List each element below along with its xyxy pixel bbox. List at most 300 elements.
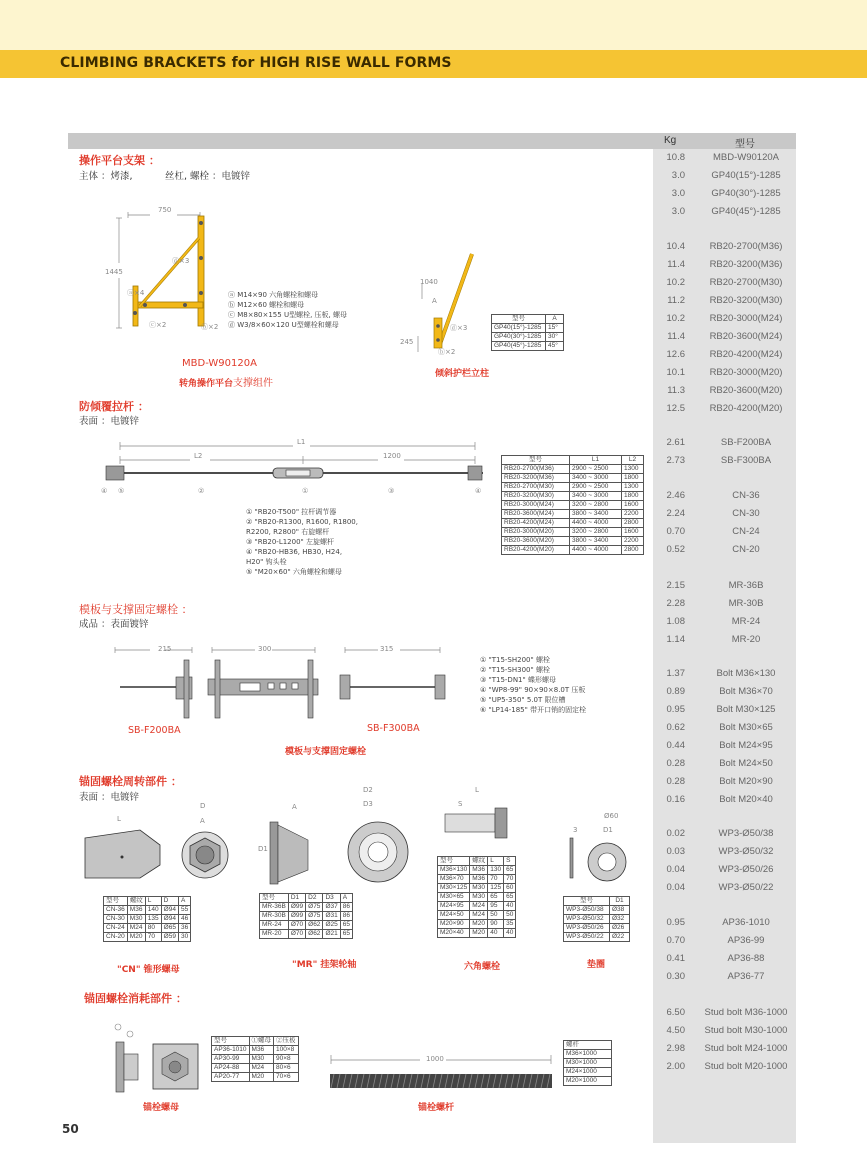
table-cell: 30 [178,933,190,942]
table-cell: 3200 ~ 2800 [570,501,622,510]
stud-bolt-table [563,1040,612,1086]
rod-marker: ④ [101,487,108,495]
spec-model-value: Bolt M24×95 [719,740,773,751]
table-cell: M30 [249,1055,274,1064]
table-cell: GP40(15°)-1285 [492,324,546,333]
part-note: ⑥ "LP14-185" 带开口销的固定栓 [480,706,587,714]
table-cell: 70 [488,875,504,884]
table-cell: 45° [546,342,564,351]
spec-kg-value: 1.37 [666,668,685,679]
table-cell: 4400 ~ 4000 [570,519,622,528]
table-cell: M20×40 [438,929,470,938]
table-header: 螺纹 [127,897,145,906]
form-bolt-drawing [110,645,450,720]
spec-kg-value: 0.28 [666,758,685,769]
form-bolt-finish: 成品 ：表面镀锌 [79,619,149,630]
spec-kg-value: 3.0 [671,188,685,199]
table-cell: Ø22 [610,933,630,942]
table-cell: 3800 ~ 3400 [570,510,622,519]
table-cell: M20 [470,929,488,938]
table-cell: 50 [504,911,516,920]
table-cell: WP3-Ø50/26 [564,924,610,933]
spec-model-value: WP3-Ø50/38 [718,828,774,839]
rod-length-1200: 1200 [383,452,401,460]
table-cell: M36 [249,1046,274,1055]
spec-kg-value: 0.70 [666,526,685,537]
spec-model-value: Stud bolt M36-1000 [704,1007,788,1018]
table-cell: 3400 ~ 3000 [570,492,622,501]
table-cell: CN-24 [104,924,128,933]
washer-table [563,896,630,942]
part-note: ⓑ M12×60 螺栓和螺母 [228,301,305,309]
table-cell: 70 [504,875,516,884]
table-cell: RB20-2700(M36) [502,465,570,474]
spec-kg-value: 2.73 [666,455,685,466]
table-header: D1 [610,897,630,906]
spec-model-value: RB20-2700(M36) [709,241,783,252]
table-cell: 35 [504,920,516,929]
spec-model-value: MBD-W90120A [713,152,779,163]
part-note: ① "T15-SH200" 螺栓 [480,656,550,664]
bracket-caption-thin: 支撑组件 [233,378,274,389]
mr-label-d1: D1 [258,845,268,853]
part-note: ⓒ M8×80×155 U型螺栓, 压板, 螺母 [228,311,347,319]
section-header-bar [68,133,653,149]
rod-marker: ④ [475,487,482,495]
part-note: ⓐ M14×90 六角螺栓和螺母 [228,291,319,299]
table-cell: 3200 ~ 2800 [570,528,622,537]
table-header: 型号 [438,857,470,866]
table-cell: Ø75 [306,903,323,912]
stud-length-dimension: 1000 [426,1055,444,1063]
post-angle-label: A [432,297,437,305]
spec-model-value: RB20-3000(M24) [709,313,783,324]
table-cell: 1300 [622,483,644,492]
spec-kg-value: 11.4 [667,259,685,270]
table-cell: Ø38 [610,906,630,915]
washer-caption: 垫圈 [587,960,606,970]
table-cell: 100×8 [274,1046,299,1055]
spec-model-value: RB20-3200(M30) [709,295,783,306]
spec-model-value: SB-F300BA [720,455,772,466]
table-cell: Ø75 [306,912,323,921]
table-cell: 2200 [622,537,644,546]
table-header: D [161,897,178,906]
table-header: ①螺母 [249,1037,274,1046]
spec-kg-value: 4.50 [666,1025,685,1036]
cn-label-a: A [200,817,205,825]
table-cell: M20 [249,1073,274,1082]
table-cell: 70 [145,933,161,942]
tie-rod-parts-list [246,507,358,577]
spec-kg-value: 0.44 [666,740,685,751]
anchor-nut-drawing [108,1022,203,1097]
bolt-caption: 六角螺栓 [464,962,501,972]
table-cell: M24×1000 [564,1068,612,1077]
post-base-dimension: 245 [400,338,414,346]
spec-kg-value: 2.98 [666,1043,685,1054]
bracket-model-label: MBD-W90120A [182,358,257,369]
spec-model-value: MR-20 [731,634,761,645]
table-cell: 80×6 [274,1064,299,1073]
table-cell: Ø65 [161,924,178,933]
table-cell: M36 [127,906,145,915]
table-cell: 2200 [622,510,644,519]
bolt-label-l: L [475,786,479,794]
table-cell: 3800 ~ 3400 [570,537,622,546]
table-cell: 40 [504,902,516,911]
spec-model-value: AP36-1010 [722,917,770,928]
rod-marker: ⑤ [118,487,125,495]
part-note: ⑤ "M20×60" 六角螺栓和螺母 [246,568,342,576]
part-note: ② "T15-SH300" 螺栓 [480,666,550,674]
bracket-caption-bold: 转角操作平台 [179,379,234,389]
table-cell: 130 [488,866,504,875]
spec-kg-value: 10.1 [666,367,685,378]
spec-model-value: Bolt M20×40 [719,794,773,805]
spec-model-value: Bolt M36×70 [719,686,773,697]
post-callout-b2: ⓑ×2 [438,348,456,356]
table-header: L [488,857,504,866]
spec-model-value: RB20-3000(M20) [709,367,783,378]
cn-caption: "CN" 锥形螺母 [117,965,180,975]
table-cell: 2900 ~ 2500 [570,465,622,474]
spec-kg-value: 12.5 [666,403,685,414]
table-cell: 86 [340,903,352,912]
tie-rod-title: 防倾覆拉杆 ： [79,400,149,413]
tie-rod-finish: 表面 ：电镀锌 [79,416,140,427]
table-cell: M24 [127,924,145,933]
table-cell: GP40(30°)-1285 [492,333,546,342]
table-header: S [504,857,516,866]
spec-kg-value: 0.95 [666,704,685,715]
table-cell: 55 [178,906,190,915]
mr-label-d3: D3 [363,800,373,808]
rod-marker: ② [198,487,205,495]
table-header: D2 [306,894,323,903]
rod-length-l2: L2 [194,452,203,460]
table-cell: M30 [470,893,488,902]
table-cell: 4400 ~ 4000 [570,546,622,555]
spec-kg-value: 10.8 [666,152,685,163]
rod-marker: ③ [388,487,395,495]
washer-label-thickness: 3 [573,826,578,834]
table-cell: 1600 [622,528,644,537]
spec-kg-value: 0.04 [666,864,685,875]
table-cell: RB20-4200(M24) [502,519,570,528]
anchor-nut-table [211,1036,299,1082]
spec-kg-value: 2.61 [666,437,685,448]
form-bolt-caption: 模板与支撑固定螺栓 [285,747,367,757]
table-cell: Ø70 [288,930,305,939]
table-cell: Ø31 [323,912,340,921]
spec-model-value: AP36-99 [727,935,765,946]
bolt-table [437,856,516,938]
spec-kg-value: 0.62 [666,722,685,733]
form-bolt-parts-list [480,655,586,715]
spec-model-value: Stud bolt M24-1000 [704,1043,788,1054]
spec-model-value: RB20-4200(M20) [709,403,783,414]
spec-model-value: WP3-Ø50/26 [718,864,774,875]
table-cell: 95 [488,902,504,911]
spec-model-value: WP3-Ø50/32 [718,846,774,857]
table-cell: Ø59 [161,933,178,942]
table-cell: M36 [470,866,488,875]
table-cell: 1600 [622,501,644,510]
table-header: 螺纹 [470,857,488,866]
table-cell: M20 [470,920,488,929]
spec-kg-value: 11.2 [667,295,685,306]
bracket-caption [179,371,273,390]
table-cell: M30 [127,915,145,924]
table-header: 型号 [492,315,546,324]
page-number: 50 [62,1122,79,1136]
table-cell: M36×130 [438,866,470,875]
part-note: H20" 钩头栓 [246,558,287,566]
table-cell: Ø94 [161,906,178,915]
table-cell: Ø26 [610,924,630,933]
spec-model-value: Bolt M20×90 [719,776,773,787]
bolt-label-s: S [458,800,463,808]
spec-kg-value: 2.28 [666,598,685,609]
spec-kg-value: 0.41 [666,953,685,964]
callout-c2: ⓒ×2 [149,321,167,329]
spec-kg-value: 0.02 [666,828,685,839]
table-cell: MR-36B [260,903,289,912]
washer-drawing [585,840,630,885]
table-cell: 65 [504,893,516,902]
spec-model-value: Bolt M30×65 [719,722,773,733]
table-cell: M24×95 [438,902,470,911]
table-cell: Ø62 [306,921,323,930]
table-cell: AP24-88 [212,1064,250,1073]
table-cell: M20×90 [438,920,470,929]
table-cell: 2900 ~ 2500 [570,483,622,492]
spec-model-value: WP3-Ø50/22 [718,882,774,893]
spec-model-value: Stud bolt M30-1000 [704,1025,788,1036]
part-note: ④ "WP8-99" 90×90×8.0T 压板 [480,686,586,694]
stud-bolt-caption: 锚栓螺杆 [418,1103,455,1113]
table-cell: 1800 [622,474,644,483]
spec-model-value: Bolt M30×125 [716,704,776,715]
anchor-consumable-title: 锚固螺栓消耗部件 ： [84,992,187,1005]
spec-model-value: Bolt M36×130 [716,668,776,679]
table-cell: 65 [488,893,504,902]
spec-model-value: RB20-2700(M30) [709,277,783,288]
table-cell: M24×50 [438,911,470,920]
table-cell: 40 [488,929,504,938]
table-cell: 65 [504,866,516,875]
table-cell: Ø25 [323,921,340,930]
platform-bracket-finish: 丝杠, 螺栓 ：电镀锌 [165,171,251,182]
spec-kg-value: 11.3 [667,385,685,396]
table-cell: 40 [504,929,516,938]
table-header: 型号 [564,897,610,906]
table-cell: AP30-99 [212,1055,250,1064]
spec-kg-value: 1.08 [666,616,685,627]
mr-label-d2: D2 [363,786,373,794]
table-header: 螺杆 [564,1041,612,1050]
sb-f200ba-label: SB-F200BA [128,725,181,736]
spec-kg-value: 2.00 [666,1061,685,1072]
spec-model-value: MR-36B [728,580,764,591]
callout-d3: ⓓ×3 [172,257,190,265]
top-band [0,0,867,50]
page-title: CLIMBING BRACKETS for HIGH RISE WALL FORMS [60,55,452,71]
callout-b2: ⓑ×2 [201,323,219,331]
spec-kg-value: 0.28 [666,776,685,787]
platform-bracket-title: 操作平台支架 ： [79,154,160,167]
tie-rod-table [501,455,644,555]
table-cell: Ø21 [323,930,340,939]
table-header: A [546,315,564,324]
bolt-length-300: 300 [258,645,272,653]
table-cell: 1800 [622,492,644,501]
spec-kg-value: 2.24 [666,508,685,519]
spec-model-value: Bolt M24×50 [719,758,773,769]
spec-model-value: RB20-3200(M36) [709,259,783,270]
spec-kg-value: 0.03 [666,846,685,857]
part-note: ⓓ W3/8×60×120 U型螺栓和螺母 [228,321,339,329]
table-header: D3 [323,894,340,903]
spec-kg-value: 1.14 [666,634,685,645]
table-cell: RB20-3000(M24) [502,501,570,510]
table-cell: Ø62 [306,930,323,939]
spec-kg-value: 0.16 [666,794,685,805]
table-cell: AP20-77 [212,1073,250,1082]
table-cell: AP36-1010 [212,1046,250,1055]
table-cell: M30 [470,884,488,893]
rod-length-l1: L1 [297,438,306,446]
anchor-parts-drawings [80,800,610,890]
table-cell: M24 [470,911,488,920]
part-note: ③ "T15-DN1" 蝶形螺母 [480,676,556,684]
cn-label-d: D [200,802,206,810]
table-header: 型号 [104,897,128,906]
table-cell: Ø99 [288,903,305,912]
table-cell: M30×65 [438,893,470,902]
table-cell: M20 [127,933,145,942]
spec-model-value: MR-24 [731,616,761,627]
post-length-dimension: 1040 [420,278,438,286]
table-cell: RB20-3600(M24) [502,510,570,519]
spec-kg-value: 12.6 [666,349,685,360]
table-cell: 135 [145,915,161,924]
table-cell: WP3-Ø50/38 [564,906,610,915]
spec-model-value: CN-36 [732,490,760,501]
spec-model-value: CN-20 [732,544,760,555]
mr-label-a: A [292,803,297,811]
table-cell: CN-36 [104,906,128,915]
rod-marker: ① [302,487,309,495]
table-cell: 65 [340,930,352,939]
spec-model-value: GP40(15°)-1285 [711,170,781,181]
table-cell: 90 [488,920,504,929]
table-cell: 80 [145,924,161,933]
spec-kg-value: 0.89 [666,686,685,697]
part-note: ⑤ "UP5-350" 5.0T 限位槽 [480,696,566,704]
table-cell: M20×1000 [564,1077,612,1086]
table-cell: MR-20 [260,930,289,939]
kg-column-heading: Kg [664,135,677,146]
washer-label-od: Ø60 [604,812,619,820]
table-cell: M30×125 [438,884,470,893]
table-cell: WP3-Ø50/32 [564,915,610,924]
spec-kg-value: 6.50 [666,1007,685,1018]
bolt-length-315: 315 [380,645,394,653]
table-cell: MR-30B [260,912,289,921]
spec-model-value: GP40(30°)-1285 [711,188,781,199]
spec-kg-value: 10.4 [666,241,685,252]
spec-kg-value: 0.95 [666,917,685,928]
table-header: A [178,897,190,906]
platform-parts-list [228,290,347,330]
table-cell: Ø70 [288,921,305,930]
table-cell: 1300 [622,465,644,474]
table-cell: M36×70 [438,875,470,884]
table-cell: 30° [546,333,564,342]
spec-model-value: GP40(45°)-1285 [711,206,781,217]
anchor-reusable-finish: 表面 ：电镀锌 [79,792,140,803]
spec-kg-value: 2.46 [666,490,685,501]
cn-label-l: L [117,815,121,823]
spec-kg-value: 0.52 [666,544,685,555]
cn-table [103,896,191,942]
table-header: L [145,897,161,906]
table-cell: RB20-3600(M20) [502,537,570,546]
table-cell: 125 [488,884,504,893]
platform-bracket-material: 主体 ：烤漆, [79,171,133,182]
table-cell: WP3-Ø50/22 [564,933,610,942]
table-cell: RB20-2700(M30) [502,483,570,492]
spec-model-value: Stud bolt M20-1000 [704,1061,788,1072]
part-note: ② "RB20-R1300, R1600, R1800, [246,518,358,526]
table-cell: CN-20 [104,933,128,942]
table-cell: 36 [178,924,190,933]
table-header: 型号 [212,1037,250,1046]
model-column-heading: 型号 [735,139,755,150]
post-callout-d3: ⓓ×3 [450,324,468,332]
spec-kg-value: 0.04 [666,882,685,893]
guardrail-table [491,314,564,351]
table-cell: RB20-3200(M36) [502,474,570,483]
table-cell: 70×6 [274,1073,299,1082]
bolt-length-215: 215 [158,645,172,653]
part-note: R2200, R2800" 右旋螺杆 [246,528,330,536]
table-cell: Ø37 [323,903,340,912]
table-cell: 50 [488,911,504,920]
table-cell: RB20-3200(M30) [502,492,570,501]
spec-model-value: RB20-3600(M24) [709,331,783,342]
table-cell: M36 [470,875,488,884]
spec-kg-value: 10.2 [666,277,685,288]
spec-kg-value: 2.15 [666,580,685,591]
spec-kg-value: 11.4 [667,331,685,342]
table-header: 型号 [502,456,570,465]
table-cell: 90×8 [274,1055,299,1064]
table-cell: 60 [504,884,516,893]
spec-kg-value: 3.0 [671,206,685,217]
table-cell: CN-30 [104,915,128,924]
spec-model-value: CN-24 [732,526,760,537]
spec-model-value: CN-30 [732,508,760,519]
table-cell: 3400 ~ 3000 [570,474,622,483]
table-header: L2 [622,456,644,465]
table-cell: Ø99 [288,912,305,921]
mr-table [259,893,353,939]
table-cell: 46 [178,915,190,924]
washer-label-d1: D1 [603,826,613,834]
